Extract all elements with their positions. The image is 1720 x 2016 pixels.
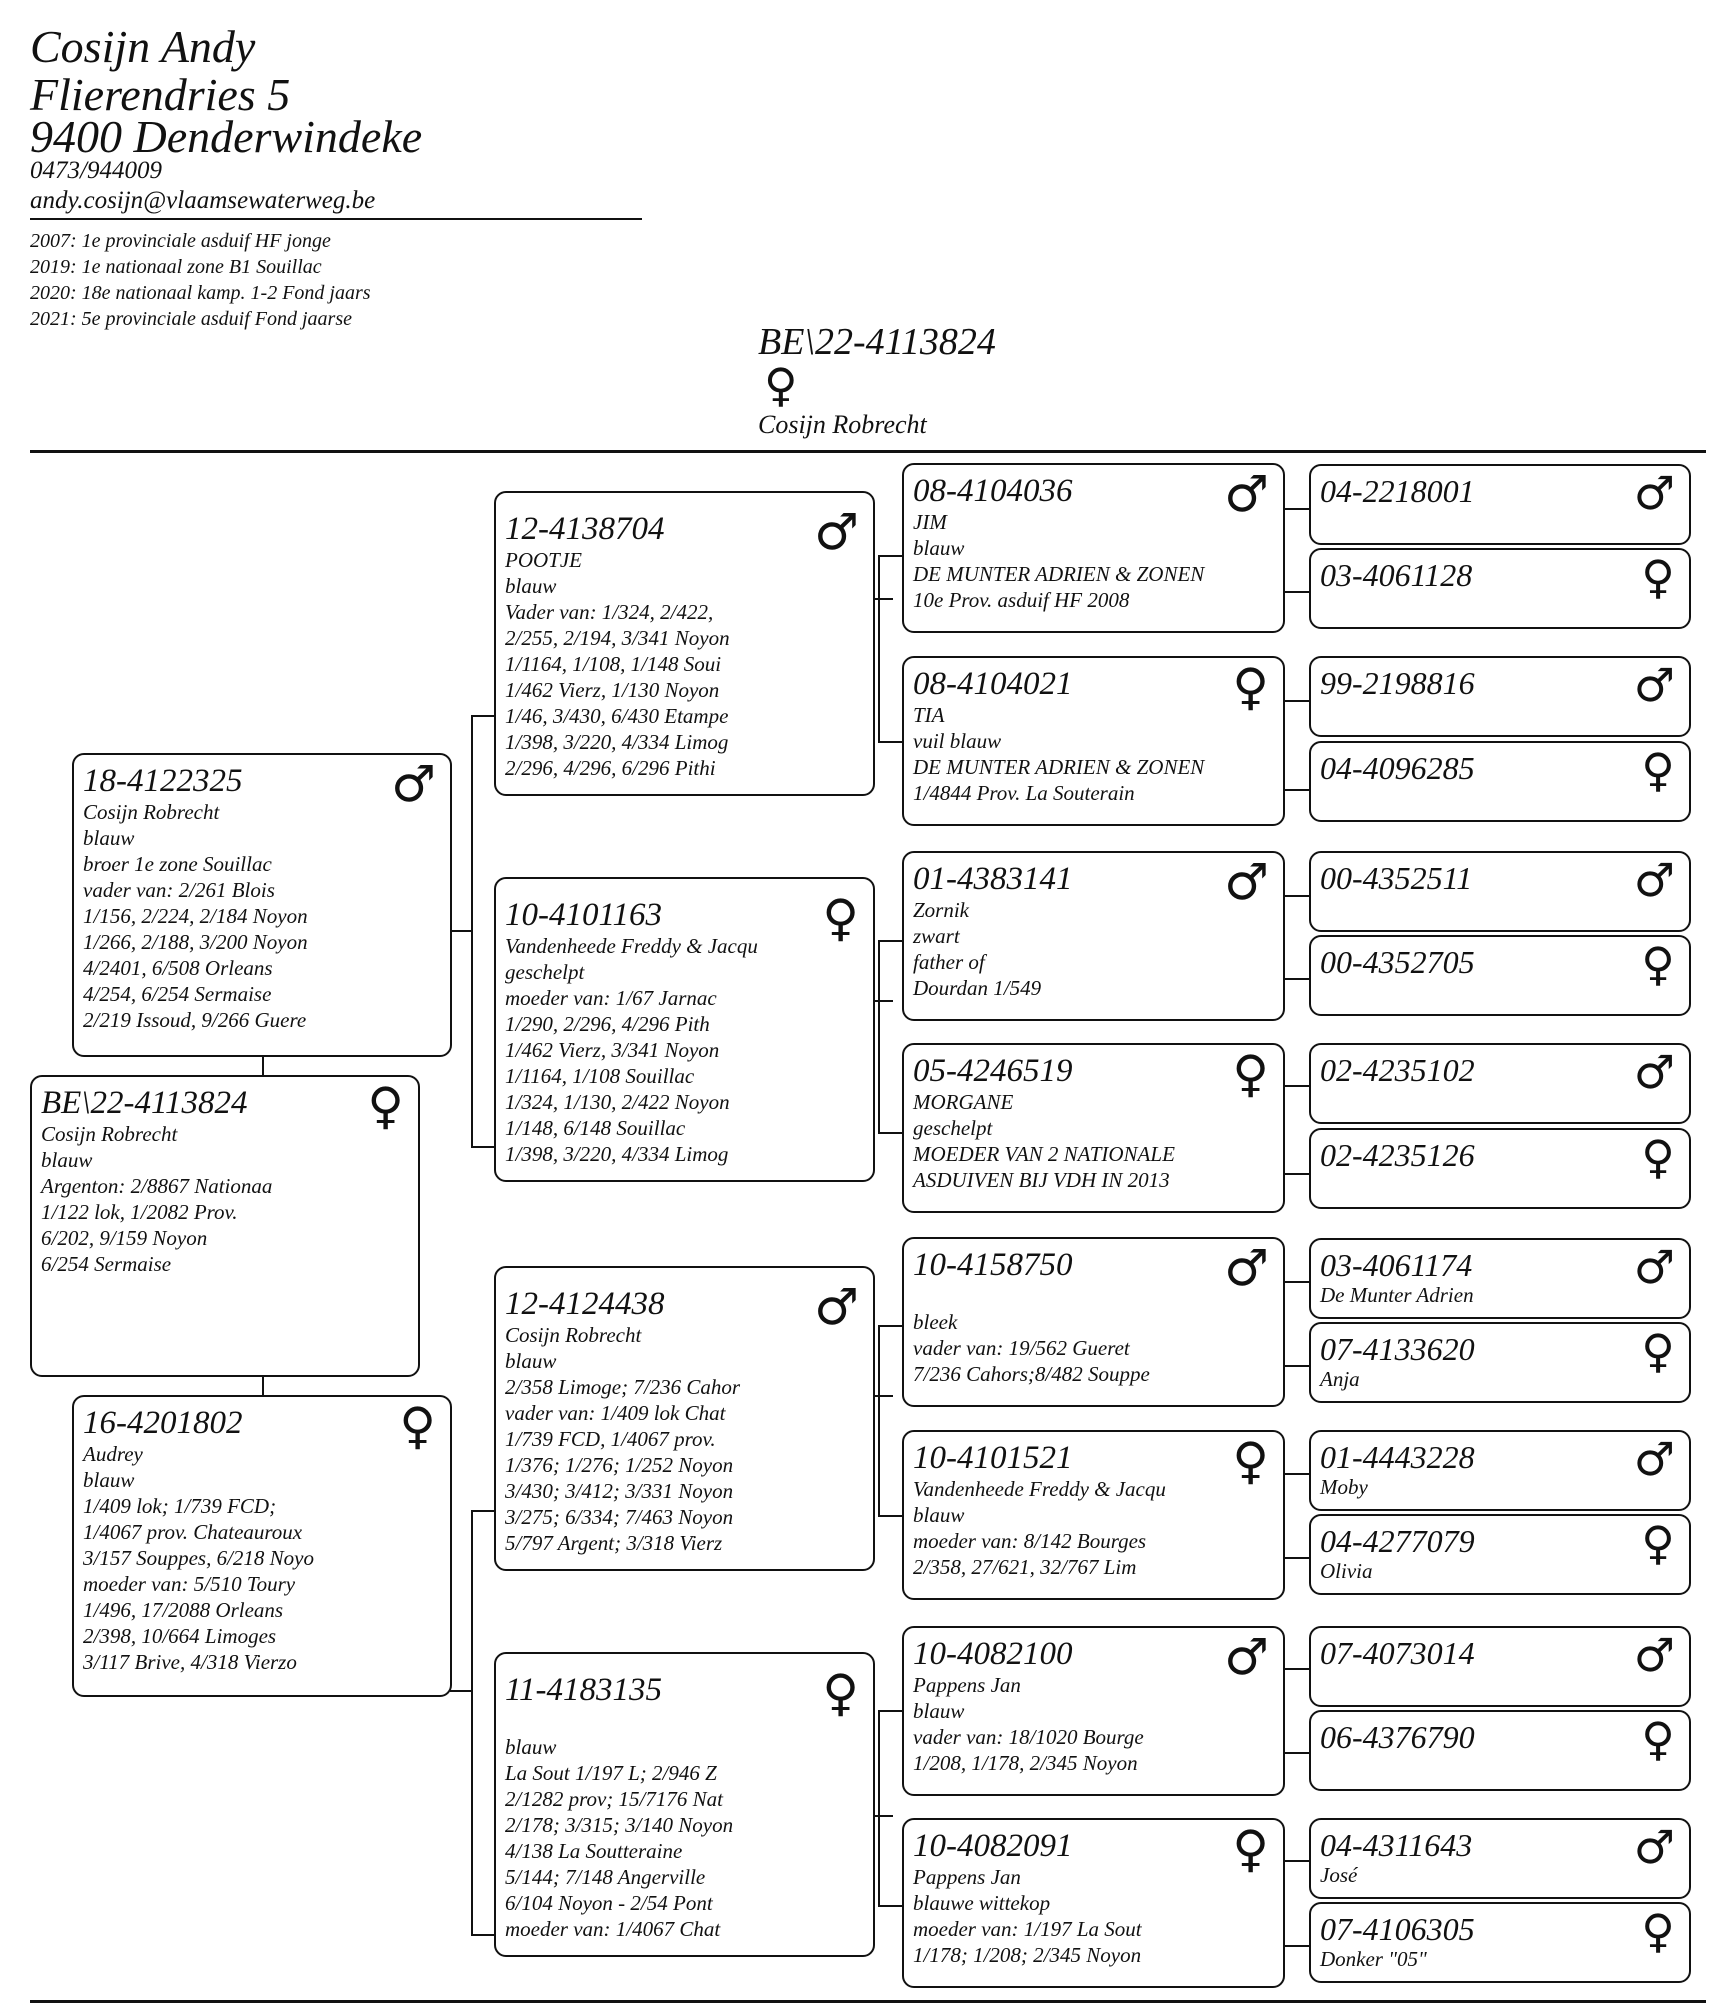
info-line: Vandenheede Freddy & Jacqu [505,934,758,958]
female-icon: ♀ [1232,1820,1269,1878]
ring-number: 08-4104021 [913,666,1073,702]
info-line: La Sout 1/197 L; 2/946 Z [505,1761,717,1785]
info-line: ASDUIVEN BIJ VDH IN 2013 [913,1168,1170,1192]
female-icon: ♀ [1232,1045,1269,1103]
info-line: 1/1164, 1/108 Souillac [505,1064,695,1088]
gen4-card-5[interactable] [1309,851,1691,932]
info-line: Cosijn Robrecht [505,1323,642,1347]
info-line: 1/122 lok, 1/2082 Prov. [41,1200,238,1224]
ring-number: 12-4124438 [505,1286,665,1322]
male-icon: ♂ [1633,658,1675,712]
female-icon: ♀ [1641,550,1675,604]
info-line: blauw [913,1699,965,1723]
male-icon: ♂ [814,1278,859,1336]
info-line: blauw [505,1349,557,1373]
owner-city: 9400 Denderwindeke [30,111,423,162]
granddam-maternal-card[interactable] [494,1652,875,1957]
info-line: moeder van: 1/197 La Sout [913,1917,1142,1941]
ring-number: 07-4133620 [1320,1331,1475,1367]
female-icon: ♀ [1232,1432,1269,1490]
info-line: geschelpt [913,1116,993,1140]
info-line: moeder van: 5/510 Toury [83,1572,296,1596]
subject-breeder: Cosijn Robrecht [758,410,927,439]
info-line: MORGANE [913,1090,1014,1114]
ring-number: 01-4443228 [1320,1439,1475,1475]
achievement-line: 2021: 5e provinciale asduif Fond jaarse [30,308,352,330]
ring-number: 07-4106305 [1320,1911,1475,1947]
gen4-card-6[interactable] [1309,935,1691,1016]
gen4-card-14[interactable] [1309,1710,1691,1791]
info-line: Vandenheede Freddy & Jacqu [913,1477,1166,1501]
owner-email: andy.cosijn@vlaamsewaterweg.be [30,187,376,214]
info-line: Zornik [913,898,970,922]
info-line: 4/2401, 6/508 Orleans [83,956,273,980]
info-line: vader van: 2/261 Blois [83,878,275,902]
info-line: 1/324, 1/130, 2/422 Noyon [505,1090,730,1114]
gen4-card-13[interactable] [1309,1626,1691,1707]
info-line: blauw [83,1468,135,1492]
info-line [505,1708,864,1734]
info-line: POOTJE [505,548,582,572]
info-line: vader van: 1/409 lok Chat [505,1401,726,1425]
info-line: blauw [913,1503,965,1527]
info-line: DE MUNTER ADRIEN & ZONEN [913,562,1205,586]
ring-number: 12-4138704 [505,511,665,547]
info-line: 6/202, 9/159 Noyon [41,1226,208,1250]
female-icon: ♀ [822,1664,859,1722]
info-line: Cosijn Robrecht [83,800,220,824]
ring-number: 04-4096285 [1320,750,1475,786]
gen3-card-7[interactable] [902,1626,1285,1796]
female-icon: ♀ [1232,658,1269,716]
ring-number: 00-4352705 [1320,944,1475,980]
info-line: Argenton: 2/8867 Nationaa [41,1174,273,1198]
info-line: Donker "05" [1320,1947,1427,1971]
ring-number: 02-4235102 [1320,1052,1475,1088]
granddam-paternal-card[interactable] [494,877,875,1182]
achievement-line: 2007: 1e provinciale asduif HF jonge [30,230,331,252]
ring-number: 99-2198816 [1320,665,1475,701]
info-line: 1/496, 17/2088 Orleans [83,1598,284,1622]
gen4-card-11[interactable] [1309,1430,1691,1511]
info-line: Cosijn Robrecht [41,1122,178,1146]
ring-number: 00-4352511 [1320,860,1473,896]
info-line: moeder van: 1/67 Jarnac [505,986,717,1010]
mother-card[interactable] [72,1395,452,1697]
info-line: blauw [505,1735,557,1759]
subject-ring: BE\22-4113824 [758,321,996,363]
gen3-card-2[interactable] [902,656,1285,826]
info-line: 1/46, 3/430, 6/430 Etampe [505,704,729,728]
info-line: 1/148, 6/148 Souillac [505,1116,686,1140]
ring-number: BE\22-4113824 [41,1085,248,1121]
male-icon: ♂ [1633,1820,1675,1874]
info-line: JIM [913,510,947,534]
ring-number: 16-4201802 [83,1405,243,1441]
info-line: 1/4844 Prov. La Souterain [913,781,1135,805]
ring-number: 10-4082100 [913,1636,1073,1672]
female-icon: ♀ [1641,1516,1675,1570]
info-line: blauw [913,536,965,560]
male-icon: ♂ [1224,1628,1269,1686]
info-line: 1/178; 1/208; 2/345 Noyon [913,1943,1142,1967]
gen4-card-8[interactable] [1309,1128,1691,1209]
info-line: bleek [913,1310,958,1334]
info-line: 2/296, 4/296, 6/296 Pithi [505,756,716,780]
male-icon: ♂ [1633,1628,1675,1682]
info-line: 2/358 Limoge; 7/236 Cahor [505,1375,741,1399]
gen4-card-7[interactable] [1309,1043,1691,1124]
info-line: 2/1282 prov; 15/7176 Nat [505,1787,723,1811]
ring-number: 01-4383141 [913,861,1073,897]
info-line: 1/398, 3/220, 4/334 Limog [505,1142,729,1166]
info-line: 1/1164, 1/108, 1/148 Soui [505,652,722,676]
info-line: blauwe wittekop [913,1891,1051,1915]
info-line: Olivia [1320,1559,1373,1583]
female-icon: ♀ [1641,1130,1675,1184]
info-line: geschelpt [505,960,585,984]
achievements-list [30,228,371,332]
female-icon: ♀ [1641,937,1675,991]
info-line: MOEDER VAN 2 NATIONALE [913,1142,1175,1166]
info-line: 3/117 Brive, 4/318 Vierzo [83,1650,297,1674]
gen4-card-10[interactable] [1309,1322,1691,1403]
ring-number: 02-4235126 [1320,1137,1475,1173]
info-line: DE MUNTER ADRIEN & ZONEN [913,755,1205,779]
owner-street: Flierendries 5 [30,69,291,120]
info-line: 2/219 Issoud, 9/266 Guere [83,1008,307,1032]
gen4-card-1[interactable] [1309,464,1691,545]
father-card[interactable] [72,753,452,1057]
info-line: Pappens Jan [913,1865,1021,1889]
gen4-card-12[interactable] [1309,1514,1691,1595]
gen3-card-5[interactable] [902,1237,1285,1407]
ring-number: 10-4101521 [913,1440,1073,1476]
info-line: 1/462 Vierz, 1/130 Noyon [505,678,720,702]
ring-number: 08-4104036 [913,473,1073,509]
info-line: 1/409 lok; 1/739 FCD; [83,1494,277,1518]
info-line: 4/138 La Soutteraine [505,1839,683,1863]
gen4-card-3[interactable] [1309,656,1691,737]
gen3-card-4[interactable] [902,1043,1285,1213]
info-line: 5/797 Argent; 3/318 Vierz [505,1531,723,1555]
info-line: 1/462 Vierz, 3/341 Noyon [505,1038,720,1062]
info-line: broer 1e zone Souillac [83,852,272,876]
info-line: 1/4067 prov. Chateauroux [83,1520,303,1544]
info-line: Audrey [83,1442,143,1466]
footer-divider [30,2000,1706,2003]
ring-number: 10-4101163 [505,897,663,933]
info-line: Vader van: 1/324, 2/422, [505,600,714,624]
info-line: moeder van: 8/142 Bourges [913,1529,1147,1553]
female-icon: ♀ [822,889,859,947]
ring-number: 03-4061128 [1320,557,1473,593]
info-line: De Munter Adrien [1320,1283,1474,1307]
info-line: Dourdan 1/549 [913,976,1042,1000]
info-line: 6/104 Noyon - 2/54 Pont [505,1891,713,1915]
info-line: zwart [913,924,960,948]
ring-number: 10-4082091 [913,1828,1073,1864]
info-line: TIA [913,703,945,727]
ring-number: 07-4073014 [1320,1635,1475,1671]
ring-number: 04-4311643 [1320,1827,1473,1863]
male-icon: ♂ [1224,465,1269,523]
male-icon: ♂ [1633,853,1675,907]
gen4-card-15[interactable] [1309,1818,1691,1899]
gen4-card-2[interactable] [1309,548,1691,629]
info-line: 1/266, 2/188, 3/200 Noyon [83,930,308,954]
info-line: 5/144; 7/148 Angerville [505,1865,706,1889]
info-line: 1/208, 1/178, 2/345 Noyon [913,1751,1138,1775]
info-line: 2/398, 10/664 Limoges [83,1624,277,1648]
achievement-line: 2020: 18e nationaal kamp. 1-2 Fond jaars [30,282,371,304]
info-line: father of [913,950,985,974]
info-line: 1/739 FCD, 1/4067 prov. [505,1427,716,1451]
ring-number: 18-4122325 [83,763,243,799]
male-icon: ♂ [814,503,859,561]
info-line: 2/255, 2/194, 3/341 Noyon [505,626,730,650]
info-line: 4/254, 6/254 Sermaise [83,982,272,1006]
male-icon: ♂ [1633,1240,1675,1294]
female-icon: ♀ [367,1077,404,1135]
male-icon: ♂ [1224,1239,1269,1297]
ring-number: 04-4277079 [1320,1523,1475,1559]
ring-number: 06-4376790 [1320,1719,1475,1755]
owner-divider [30,218,642,220]
info-line: Anja [1320,1367,1360,1391]
info-line: vader van: 19/562 Gueret [913,1336,1130,1360]
info-line: 3/275; 6/334; 7/463 Noyon [505,1505,734,1529]
subject-card[interactable] [30,1075,420,1377]
info-line: 10e Prov. asduif HF 2008 [913,588,1130,612]
info-line: José [1320,1863,1358,1887]
female-icon: ♀ [1641,743,1675,797]
female-icon: ♀ [1641,1904,1675,1958]
info-line: Moby [1320,1475,1368,1499]
gen3-card-6[interactable] [902,1430,1285,1600]
achievement-line: 2019: 1e nationaal zone B1 Souillac [30,256,322,278]
gen4-card-9[interactable] [1309,1238,1691,1319]
gen3-card-8[interactable] [902,1818,1285,1988]
ring-number: 05-4246519 [913,1053,1073,1089]
header-divider [30,450,1706,453]
info-line: 1/398, 3/220, 4/334 Limog [505,730,729,754]
info-line: vuil blauw [913,729,1002,753]
info-line: 2/178; 3/315; 3/140 Noyon [505,1813,734,1837]
info-line: moeder van: 1/4067 Chat [505,1917,721,1941]
female-icon: ♀ [1641,1324,1675,1378]
female-icon: ♀ [399,1397,436,1455]
info-line: 1/156, 2/224, 2/184 Noyon [83,904,308,928]
info-line: blauw [41,1148,93,1172]
info-line: vader van: 18/1020 Bourge [913,1725,1144,1749]
owner-phone: 0473/944009 [30,157,162,184]
ring-number: 11-4183135 [505,1672,663,1708]
info-line: blauw [83,826,135,850]
ring-number: 10-4158750 [913,1247,1073,1283]
grandsire-maternal-card[interactable] [494,1266,875,1571]
male-icon: ♂ [1633,1045,1675,1099]
info-line [913,1283,1274,1309]
info-line: 6/254 Sermaise [41,1252,172,1276]
female-icon: ♀ [1641,1712,1675,1766]
info-line: 7/236 Cahors;8/482 Souppe [913,1362,1150,1386]
male-icon: ♂ [1633,1432,1675,1486]
gen4-card-16[interactable] [1309,1902,1691,1983]
owner-name: Cosijn Andy [30,21,256,72]
gen3-card-1[interactable] [902,463,1285,633]
grandsire-paternal-card[interactable] [494,491,875,796]
ring-number: 03-4061174 [1320,1247,1473,1283]
info-line: blauw [505,574,557,598]
info-line: 2/358, 27/621, 32/767 Lim [913,1555,1137,1579]
info-line: 3/430; 3/412; 3/331 Noyon [505,1479,734,1503]
ring-number: 04-2218001 [1320,473,1475,509]
gen4-card-4[interactable] [1309,741,1691,822]
female-icon: ♀ [764,358,798,412]
info-line: 1/290, 2/296, 4/296 Pith [505,1012,710,1036]
info-line: 1/376; 1/276; 1/252 Noyon [505,1453,734,1477]
gen3-card-3[interactable] [902,851,1285,1021]
male-icon: ♂ [1224,853,1269,911]
male-icon: ♂ [391,755,436,813]
info-line: Pappens Jan [913,1673,1021,1697]
male-icon: ♂ [1633,466,1675,520]
info-line: 3/157 Souppes, 6/218 Noyo [83,1546,314,1570]
